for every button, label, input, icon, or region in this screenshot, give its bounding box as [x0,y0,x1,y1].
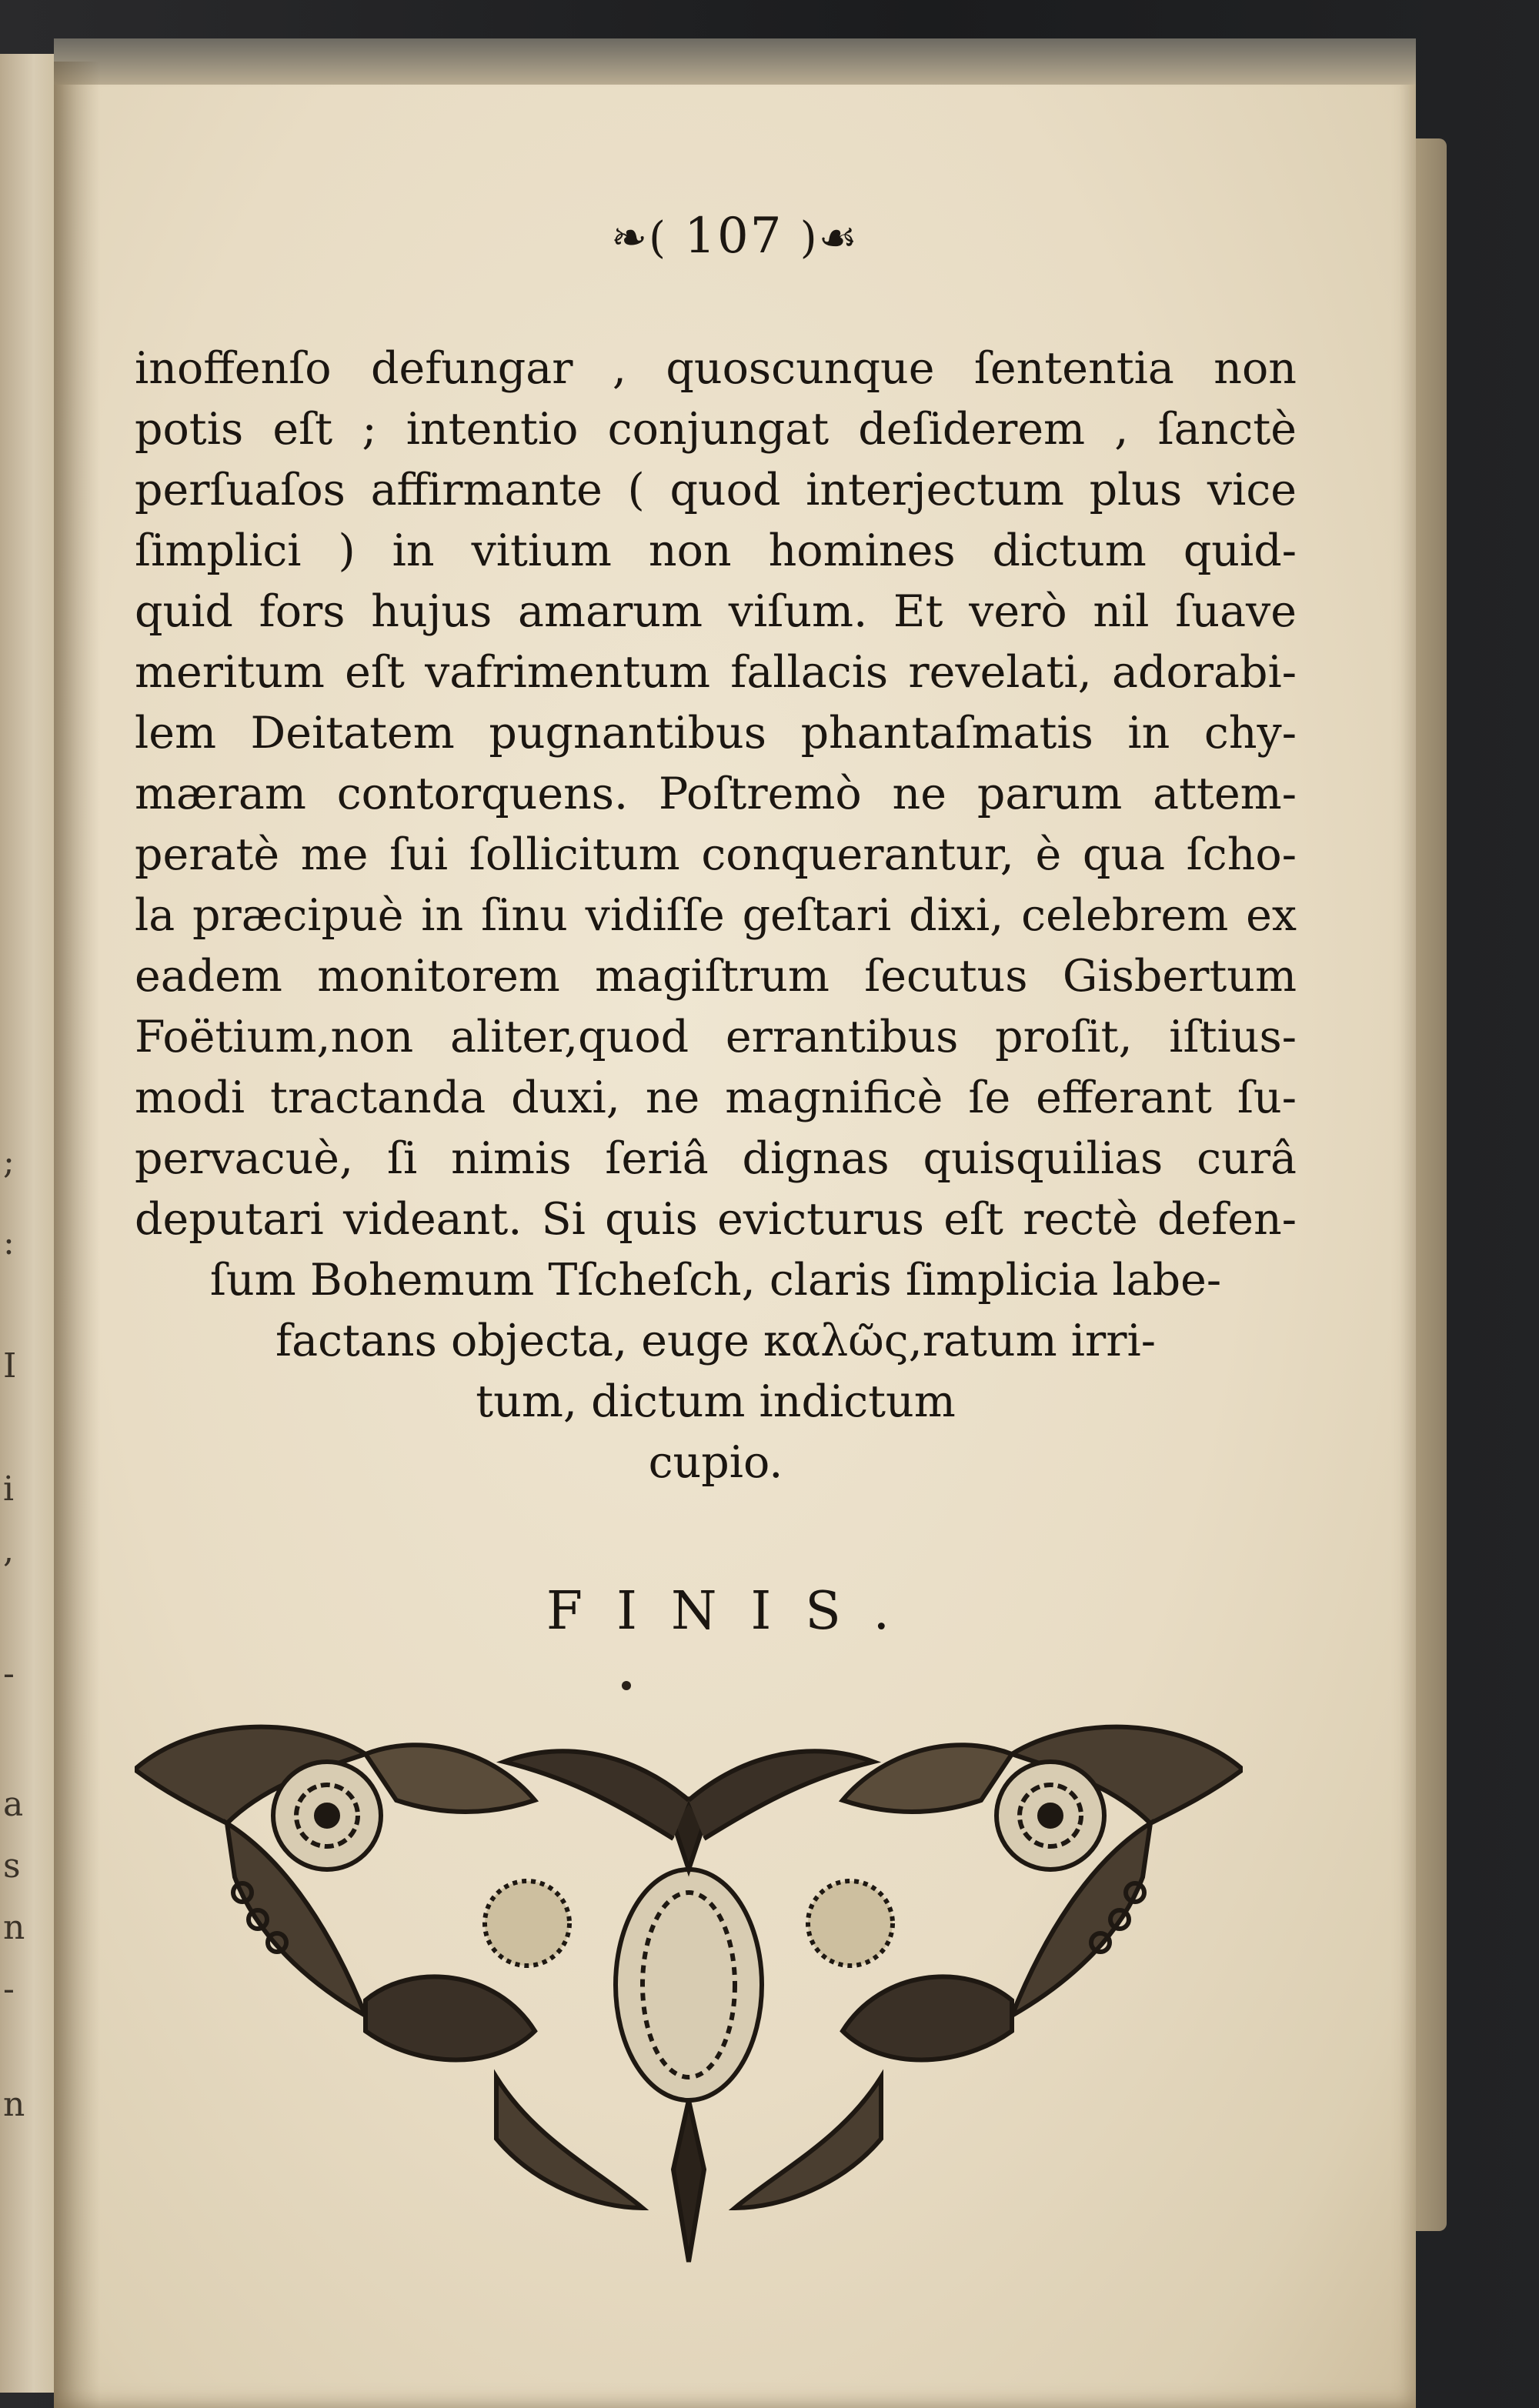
edge-mark: : [3,1223,15,1262]
edge-mark: - [3,1969,15,2009]
page-number: 107 [684,208,783,265]
header-left-flourish: ❧( [611,213,667,263]
text-line: peratè me ſui ſollicitum conquerantur, è qua ſcho- [135,829,1297,880]
previous-page-letters [0,54,62,2393]
gutter-shadow [54,62,100,2408]
edge-mark: n [3,1908,25,1947]
text-line: mæram contorquens. Poſtremò ne parum attem- [135,769,1297,819]
body-text [135,339,1297,1493]
text-line: lem Deitatem pugnantibus phantaſmatis in chy- [135,708,1297,759]
book-page [54,62,1416,2408]
edge-mark: i [3,1469,15,1509]
text-line: inoffenſo defungar , quoscunque ſententia non [135,343,1297,394]
pomegranate-shape [616,1869,762,2100]
closing-line: ſum Bohemum Tſcheſch, claris ſimplicia labe- [209,1255,1222,1306]
edge-mark: I [3,1346,17,1386]
closing-line: cupio. [648,1437,783,1488]
text-line: potis eſt ; intentio conjungat deſiderem , ſanctè [135,404,1297,455]
text-line: Foëtium,non aliter,quod errantibus proſit, iſtius- [135,1012,1297,1062]
closing-line: factans objecta, euge καλῶς,ratum irri- [275,1316,1156,1366]
edge-mark: a [3,1785,24,1824]
text-line: ſimplici ) in vitium non homines dictum quid- [135,525,1297,576]
edge-mark: s [3,1846,21,1886]
header-right-flourish: )☙ [800,213,859,263]
edge-mark: - [3,1654,15,1693]
floral-tailpiece-ornament [135,1708,1243,2293]
edge-mark: ; [3,1142,15,1182]
ornament-dot [622,1681,631,1690]
closing-line: tum, dictum indictum [476,1376,956,1427]
text-line: eadem monitorem magiſtrum ſecutus Gisbertum [135,951,1297,1002]
text-line: la præcipuè in ſinu vidiſſe geſtari dixi, celebrem ex [135,890,1297,941]
text-line: modi tractanda duxi, ne magnificè ſe efferant ſu- [135,1072,1297,1123]
running-header [54,208,1416,292]
text-line: deputari videant. Si quis evicturus eſt rectè defen- [135,1194,1297,1245]
page-top-edge [54,38,1416,85]
edge-mark: n [3,2085,25,2124]
edge-mark: , [3,1531,14,1570]
text-line: perſuaſos affirmante ( quod interjectum plus vice [135,465,1297,515]
text-line: pervacuè, ſi nimis ſeriâ dignas quisquilias curâ [135,1133,1297,1184]
text-line: meritum eſt vafrimentum fallacis revelati, adorabi- [135,647,1297,698]
finis-heading: FINIS. [546,1581,924,1642]
text-line: quid fors hujus amarum viſum. Et verò nil ſuave [135,586,1297,637]
